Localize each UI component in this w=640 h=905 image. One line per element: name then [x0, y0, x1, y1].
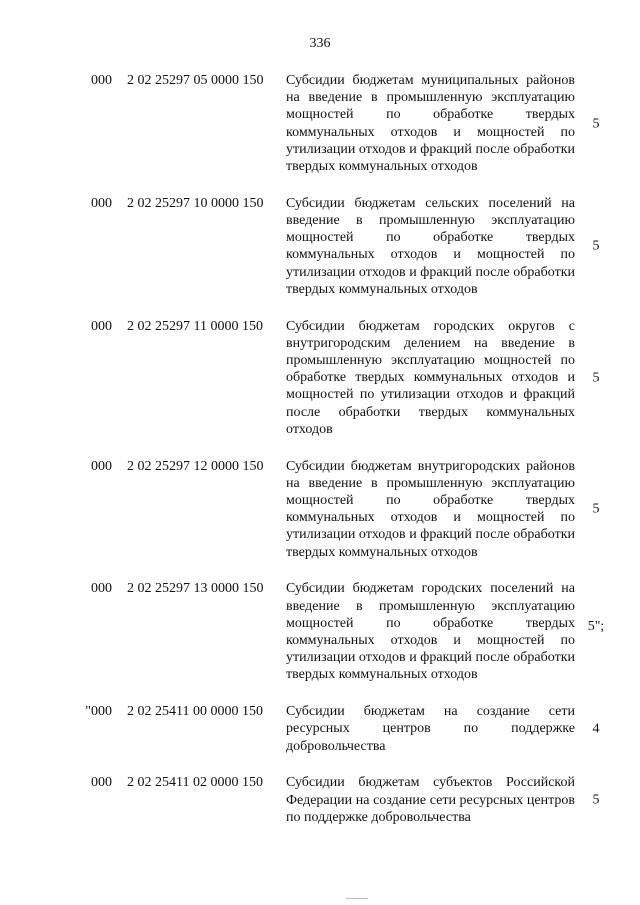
income-code: 2 02 25297 05 0000 150 — [127, 73, 264, 88]
amount-value: 5 — [592, 501, 600, 517]
admin-code: 000 — [91, 195, 112, 211]
amount-value: 5 — [592, 238, 600, 254]
admin-code: 000 — [91, 458, 112, 474]
income-code: 2 02 25297 13 0000 150 — [127, 581, 264, 597]
amount-value: 4 — [592, 721, 600, 737]
table-row — [0, 703, 640, 755]
income-description: Субсидии бюджетам городских поселений на введение в промышленную эксплуатацию мощностей по обработке твердых коммунальных отходов и мощностей по утилизации отходов и фракций после обработки твердых коммунальных отходов — [286, 581, 575, 683]
admin-code: 000 — [91, 775, 112, 791]
table-row — [0, 580, 640, 683]
table-row — [0, 195, 640, 298]
table-row — [0, 774, 640, 826]
income-description: Субсидии бюджетам сельских поселений на введение в промышленную эксплуатацию мощностей по обработке твердых коммунальных отходов и мощностей по утилизации отходов и фракций после обработки твердых коммунальных отходов — [286, 195, 575, 297]
income-description: Субсидии бюджетам городских округов с внутригородским делением на введение в промышленную эксплуатацию мощностей по обработке твердых коммунальных отходов и мощностей по утилизации отходов и фракций после обработки твердых коммунальных отходов — [286, 318, 575, 437]
income-description: Субсидии бюджетам на создание сети ресурсных центров по поддержке добровольчества — [286, 704, 575, 754]
income-description: Субсидии бюджетам внутригородских районов на введение в промышленную эксплуатацию мощностей по обработке твердых коммунальных отходов и мощностей по утилизации отходов и фракций после обработки твердых коммунальных отходов — [286, 458, 575, 560]
income-code-table — [0, 72, 640, 826]
amount-value: 5"; — [587, 619, 605, 635]
table-row — [0, 318, 640, 438]
scan-edge-mark — [346, 898, 368, 902]
income-code: 2 02 25411 02 0000 150 — [127, 775, 263, 791]
amount-value: 5 — [592, 792, 600, 808]
admin-code: "000 — [85, 704, 112, 720]
income-code: 2 02 25297 10 0000 150 — [127, 195, 264, 211]
income-code: 2 02 25297 11 0000 150 — [127, 318, 263, 334]
admin-code: 000 — [91, 581, 112, 597]
income-description: Субсидии бюджетам субъектов Российской Федерации на создание сети ресурсных центров по поддержке добровольчества — [286, 775, 575, 825]
income-code: 2 02 25297 12 0000 150 — [127, 458, 264, 474]
admin-code: 000 — [91, 73, 112, 88]
income-description: Субсидии бюджетам муниципальных районов на введение в промышленную эксплуатацию мощностей по обработке твердых коммунальных отходов и мощностей по утилизации отходов и фракций после обработки твердых коммунальных отходов — [286, 73, 575, 175]
admin-code: 000 — [91, 318, 112, 334]
income-code: 2 02 25411 00 0000 150 — [127, 704, 263, 720]
table-row — [0, 72, 640, 175]
amount-value: 5 — [592, 116, 600, 132]
table-row — [0, 458, 640, 561]
page-number: 336 — [309, 36, 331, 51]
amount-value: 5 — [592, 370, 600, 386]
